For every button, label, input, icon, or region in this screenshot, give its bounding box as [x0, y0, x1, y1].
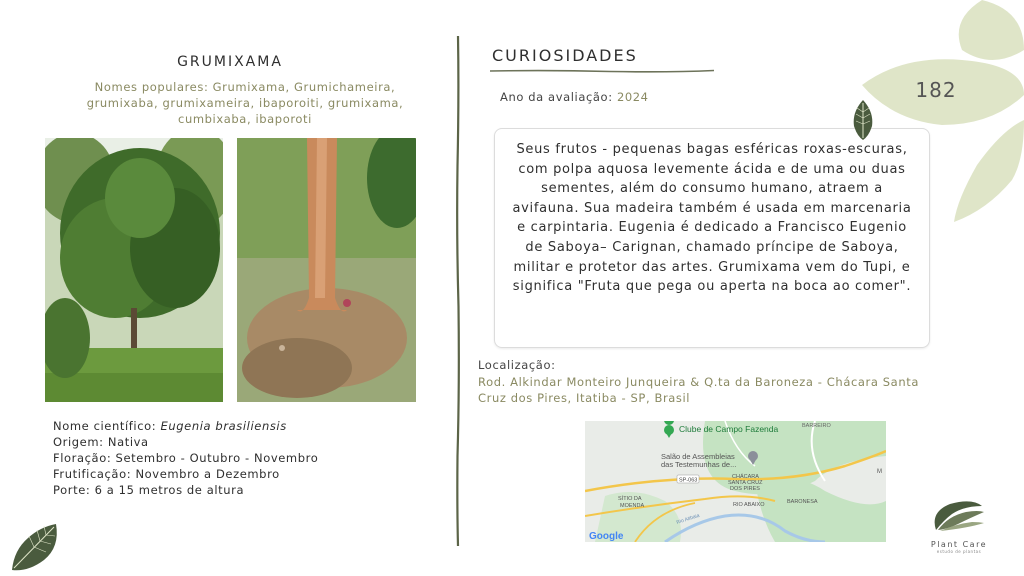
map-label-river: Rio Atibaia [675, 512, 701, 526]
trunk-photo [237, 138, 416, 402]
tree-photo [45, 138, 223, 402]
plant-title: GRUMIXAMA [177, 54, 283, 70]
plant-facts [53, 418, 318, 498]
title-underline [490, 68, 714, 74]
map-label-salao-1: Salão de Assembleias [661, 452, 735, 461]
page-number: 182 [915, 78, 957, 102]
curiosities-title: CURIOSIDADES [492, 46, 638, 65]
year-value: 2024 [616, 90, 649, 104]
scientific-name: Eugenia brasiliensis [160, 419, 287, 433]
plant-care-logo [916, 498, 1002, 558]
logo-leaf-icon [916, 498, 1002, 534]
flowering-line: Floração: Setembro - Outubro - Novembro [53, 451, 319, 465]
map-label-edge: M [877, 469, 882, 475]
location-map[interactable] [585, 421, 886, 542]
map-label-clube: Clube de Campo Fazenda [679, 424, 779, 434]
scientific-label: Nome científico: [53, 419, 161, 433]
map-label-rio-abaixo: RIO ABAIXO [733, 502, 765, 508]
map-label-salao-2: das Testemunhas de... [661, 460, 737, 469]
google-logo: Google [589, 531, 624, 542]
map-label-chacara-2: SANTA CRUZ [728, 480, 763, 486]
corner-leaf-icon [10, 522, 60, 572]
location-label: Localização: [478, 358, 556, 372]
scientific-name-line [53, 418, 318, 434]
map-label-road: SP-063 [679, 477, 698, 484]
logo-tagline: estudo de plantas [936, 549, 982, 554]
leaf-icon [852, 100, 874, 140]
map-label-barreiro: BARREIRO [802, 423, 831, 429]
map-label-sitio-2: MOENDA [620, 503, 645, 509]
map-label-baronesa: BARONESA [787, 499, 818, 505]
year-label: Ano da avaliação: [500, 90, 617, 104]
decorative-leaves-icon [862, 0, 1024, 225]
map-label-sitio-1: SÍTIO DA [618, 496, 642, 502]
logo-name: Plant Care [930, 540, 988, 549]
popular-names: Nomes populares: Grumixama, Grumichameira, grumixaba, grumixameira, ibaporoiti, grumixama, cumbixaba, ibaporoti [86, 80, 404, 126]
curiosities-text: Seus frutos - pequenas bagas esféricas roxas-escuras, com polpa aquosa levemente ácida e de uma ou duas sementes, além do consumo humano, atraem a avifauna. Sua madeira também é usada em marcenaria e carpintaria. Eugenia é dedicado a Francisco Eugenio de Saboya– Carignan, chamado príncipe de Saboya, militar e protetor das artes. Grumixama vem do Tupi, e significa "Fruta que pega ou aperta na boca ao comer". [512, 142, 912, 295]
map-label-chacara-3: DOS PIRES [730, 486, 760, 492]
column-divider [453, 36, 463, 546]
location-address: Rod. Alkindar Monteiro Junqueira & Q.ta da Baroneza - Chácara Santa Cruz dos Pires, Itatiba - SP, Brasil [478, 375, 919, 405]
evaluation-year [500, 90, 649, 104]
map-label-chacara-1: CHÁCARA [732, 474, 759, 480]
size-line: Porte: 6 a 15 metros de altura [53, 483, 245, 497]
fruiting-line: Frutificação: Novembro a Dezembro [53, 467, 280, 481]
origin-line: Origem: Nativa [53, 435, 149, 449]
